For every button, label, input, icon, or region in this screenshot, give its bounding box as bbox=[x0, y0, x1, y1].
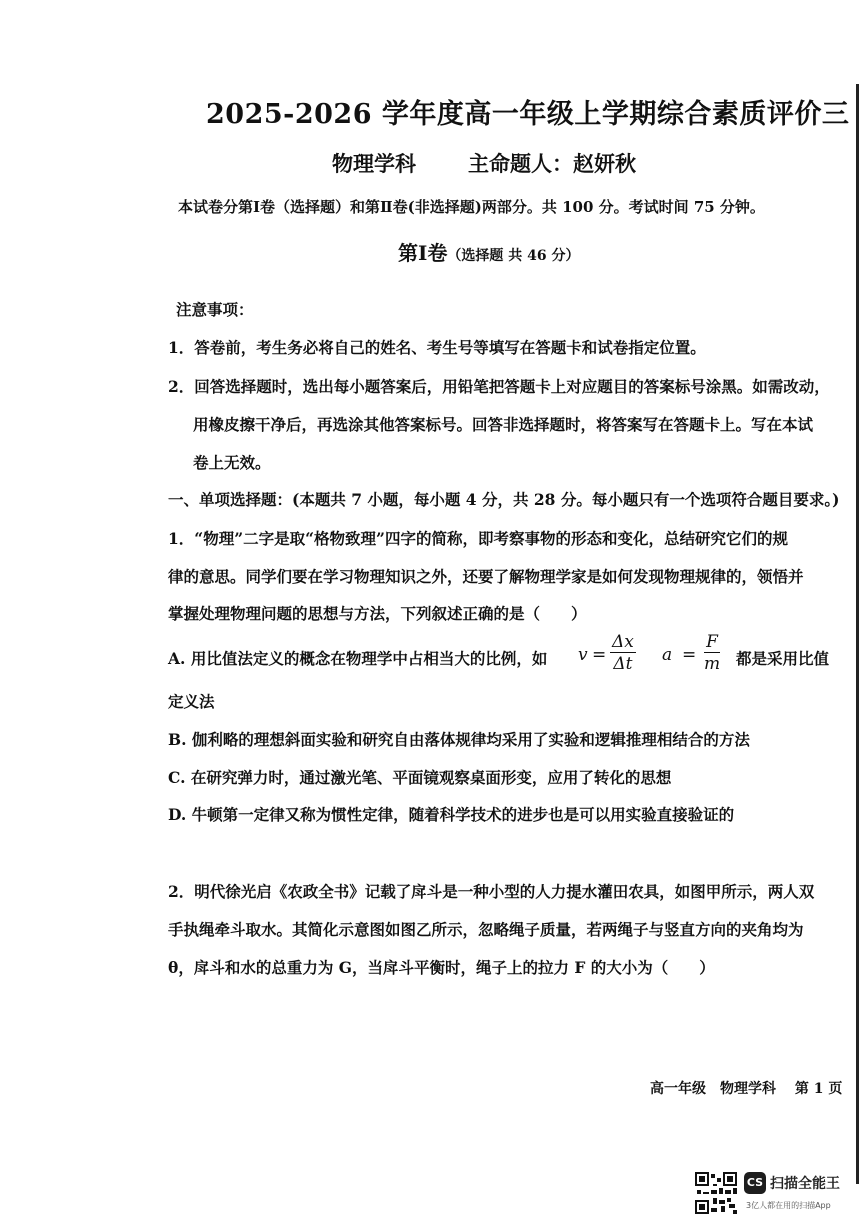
note-item-2: 2．回答选择题时，选出每小题答案后，用铅笔把答题卡上对应题目的答案标号涂黑。如需改动， bbox=[168, 377, 830, 396]
formula-accel-fraction bbox=[704, 632, 720, 675]
q1-option-a: A. 用比值法定义的概念在物理学中占相当大的比例，如 bbox=[168, 649, 548, 668]
camscanner-logo: CS bbox=[744, 1172, 766, 1194]
formula-velocity-equals: = bbox=[592, 645, 607, 665]
formula-velocity-fraction bbox=[610, 632, 636, 675]
q2-stem-line-1: 2．明代徐光启《农政全书》记载了戽斗是一种小型的人力提水灌田农具，如图甲所示，两人双 bbox=[168, 882, 815, 901]
qr-code-icon bbox=[695, 1172, 737, 1214]
page-edge-scan-line bbox=[856, 84, 859, 1184]
exam-intro: 本试卷分第Ⅰ卷（选择题）和第Ⅱ卷(非选择题)两部分。共 100 分。考试时间 75 分钟。 bbox=[178, 198, 765, 216]
subject-name: 物理学科 bbox=[332, 151, 416, 176]
q2-stem-line-3: θ，戽斗和水的总重力为 G，当戽斗平衡时，绳子上的拉力 F 的大小为（ ） bbox=[168, 958, 715, 977]
formula-accel-denominator: m bbox=[704, 654, 721, 674]
formula-accel-lhs: a bbox=[662, 645, 673, 665]
q1-stem-line-1: 1．“物理”二字是取“格物致理”四字的简称，即考察事物的形态和变化，总结研究它们的规 bbox=[168, 529, 788, 548]
formula-velocity-lhs: v bbox=[578, 645, 588, 665]
q1-stem-line-3: 掌握处理物理问题的思想与方法，下列叙述正确的是（ ） bbox=[168, 604, 587, 623]
page-footer: 高一年级 物理学科 第 1 页 bbox=[650, 1081, 843, 1097]
note-item-1: 1．答卷前，考生务必将自己的姓名、考生号等填写在答题卡和试卷指定位置。 bbox=[168, 338, 706, 357]
formula-velocity-numerator: Δx bbox=[612, 632, 634, 652]
subject-line bbox=[332, 148, 636, 178]
formula-accel-numerator: F bbox=[704, 632, 720, 653]
formula-accel-equals: = bbox=[682, 645, 697, 665]
q1-option-b: B. 伽利略的理想斜面实验和研究自由落体规律均采用了实验和逻辑推理相结合的方法 bbox=[168, 730, 750, 749]
q1-stem-line-2: 律的意思。同学们要在学习物理知识之外，还要了解物理学家是如何发现物理规律的，领悟并 bbox=[168, 567, 804, 586]
q2-stem-line-2: 手执绳牵斗取水。其简化示意图如图乙所示，忽略绳子质量，若两绳子与竖直方向的夹角均为 bbox=[168, 920, 804, 939]
note-item-2-cont: 用橡皮擦干净后，再选涂其他答案标号。回答非选择题时，将答案写在答题卡上。写在本试 bbox=[193, 415, 814, 434]
volume-note: （选择题 共 46 分） bbox=[447, 248, 580, 264]
q1-option-a-cont: 定义法 bbox=[168, 692, 215, 711]
q1-option-d: D. 牛顿第一定律又称为惯性定律，随着科学技术的进步也是可以用实验直接验证的 bbox=[168, 805, 735, 824]
formula-velocity-denominator: Δt bbox=[613, 654, 633, 674]
camscanner-name: 扫描全能王 bbox=[770, 1176, 840, 1192]
notes-heading: 注意事项： bbox=[176, 300, 254, 319]
volume-main: 第Ⅰ卷 bbox=[398, 241, 448, 265]
camscanner-tagline: 3亿人都在用的扫描App bbox=[746, 1201, 831, 1210]
volume-heading bbox=[398, 237, 579, 266]
q1-option-a-tail: 都是采用比值 bbox=[736, 649, 830, 668]
author-name: 主命题人：赵妍秋 bbox=[468, 151, 636, 176]
section-heading: 一、单项选择题：(本题共 7 小题，每小题 4 分，共 28 分。每小题只有一个选项符合题目要求。) bbox=[168, 490, 840, 509]
q1-option-c: C. 在研究弹力时，通过激光笔、平面镜观察桌面形变，应用了转化的思想 bbox=[168, 768, 672, 787]
note-item-2-end: 卷上无效。 bbox=[193, 453, 271, 472]
exam-title: 2025-2026 学年度高一年级上学期综合素质评价三 bbox=[206, 99, 850, 130]
